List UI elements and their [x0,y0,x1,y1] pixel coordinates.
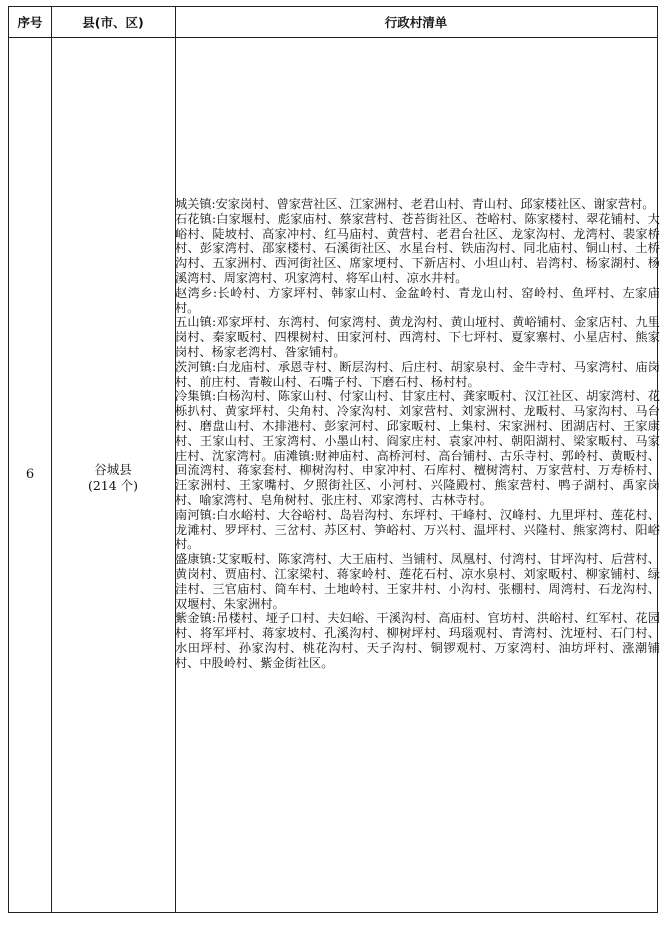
header-county: 县(市、区) [82,15,144,30]
county-village-count: (214 个) [87,478,139,493]
town-entry-zhaowan: 赵湾乡:长岭村、方家坪村、韩家山村、金盆岭村、青龙山村、窑岭村、鱼坪村、左家庙村。 [175,285,660,315]
county-name: 谷城县 [94,462,132,477]
town-entry-nanhe: 南河镇:白水峪村、大谷峪村、岛岩沟村、东坪村、干峰村、汉峰村、九里坪村、莲花村、龙滩村、罗坪村、三岔村、苏区村、笋峪村、万兴村、温坪村、兴隆村、熊家湾村、阳峪村。 [175,507,660,552]
town-entry-lengji-miaotan: 冷集镇:白杨沟村、陈家山村、付家山村、甘家庄村、龚家畈村、汉江社区、胡家湾村、花栎扒村、黄家坪村、尖角村、冷家沟村、刘家营村、刘家洲村、龙畈村、马家沟村、马台村、磨盘山村、木排港村、彭家河村、邱家畈村、上集村、宋家洲村、团湖店村、王家康村、王家山村、王家湾村、小墨山村、阎家庄村、袁家冲村、朝阳湖村、梁家畈村、马家庄村、沈家湾村。庙滩镇:财神庙村、高桥河村、高台铺村、古乐寺村、郭岭村、黄畈村、回流湾村、蒋家套村、柳树沟村、申家冲村、石库村、檀树湾村、万家营村、万寿桥村、汪家洲村、王家嘴村、夕照街社区、小河村、兴隆殿村、熊家营村、鸭子湖村、禹家岗村、喻家湾村、皂角树村、张庄村、邓家湾村、古林寺村。 [175,389,660,507]
village-list [175,197,660,671]
town-entry-shengkang: 盛康镇:艾家畈村、陈家湾村、大王庙村、当铺村、凤凰村、付湾村、甘坪沟村、后营村、黄岗村、贾庙村、江家梁村、蒋家岭村、莲花石村、凉水泉村、刘家畈村、柳家铺村、绿洼村、三官庙村、筒车村、土地岭村、王家井村、小沟村、张棚村、周湾村、石龙沟村、双堰村、朱家洲村。 [175,552,660,611]
header-serial-number: 序号 [17,15,43,30]
county-cell [51,462,175,494]
column-divider [51,7,52,912]
town-entry-zijin: 紫金镇:吊楼村、垭子口村、夫妇峪、干溪沟村、高庙村、官坊村、洪峪村、红军村、花园村、将军坪村、蒋家坡村、孔溪沟村、柳树坪村、玛瑙观村、青湾村、沈垭村、石门村、水田坪村、孙家沟村、桃花沟村、天子沟村、铜锣观村、万家湾村、油坊坪村、涨潮铺村、中股岭村、紫金街社区。 [175,611,660,670]
row-serial-number: 6 [25,467,35,482]
town-entry-wushan: 五山镇:邓家坪村、东湾村、何家湾村、黄龙沟村、黄山垭村、黄峪铺村、金家店村、九里岗村、秦家畈村、四棵树村、田家河村、西湾村、下七坪村、夏家寨村、小星店村、熊家岗村、杨家老湾村、昝家铺村。 [175,315,660,359]
town-entry-chengguan: 城关镇:安家岗村、曾家营社区、江家洲村、老君山村、青山村、邱家楼社区、谢家营村。 [175,197,655,211]
town-entry-cihe: 茨河镇:白龙庙村、承恩寺村、断层沟村、后庄村、胡家泉村、金牛寺村、马家湾村、庙岗村、前庄村、青鞍山村、石嘴子村、下磨石村、杨村村。 [175,359,660,389]
town-entry-shihua: 石花镇:白家堰村、彪家庙村、蔡家营村、苍苔街社区、苍峪村、陈家楼村、翠花铺村、大峪村、陡坡村、高家冲村、红马庙村、黄营村、老君台社区、龙家沟村、龙湾村、裴家桥村、彭家湾村、邵家楼村、石溪街社区、水星台村、铁庙沟村、同北庙村、铜山村、土桥沟村、五家洲村、西河街社区、席家埂村、下新店村、小坦山村、岩湾村、杨家湖村、杨溪湾村、周家湾村、巩家湾村、将军山村、凉水井村。 [175,211,660,285]
header-village-list: 行政村清单 [384,15,448,30]
header-divider [9,37,657,38]
